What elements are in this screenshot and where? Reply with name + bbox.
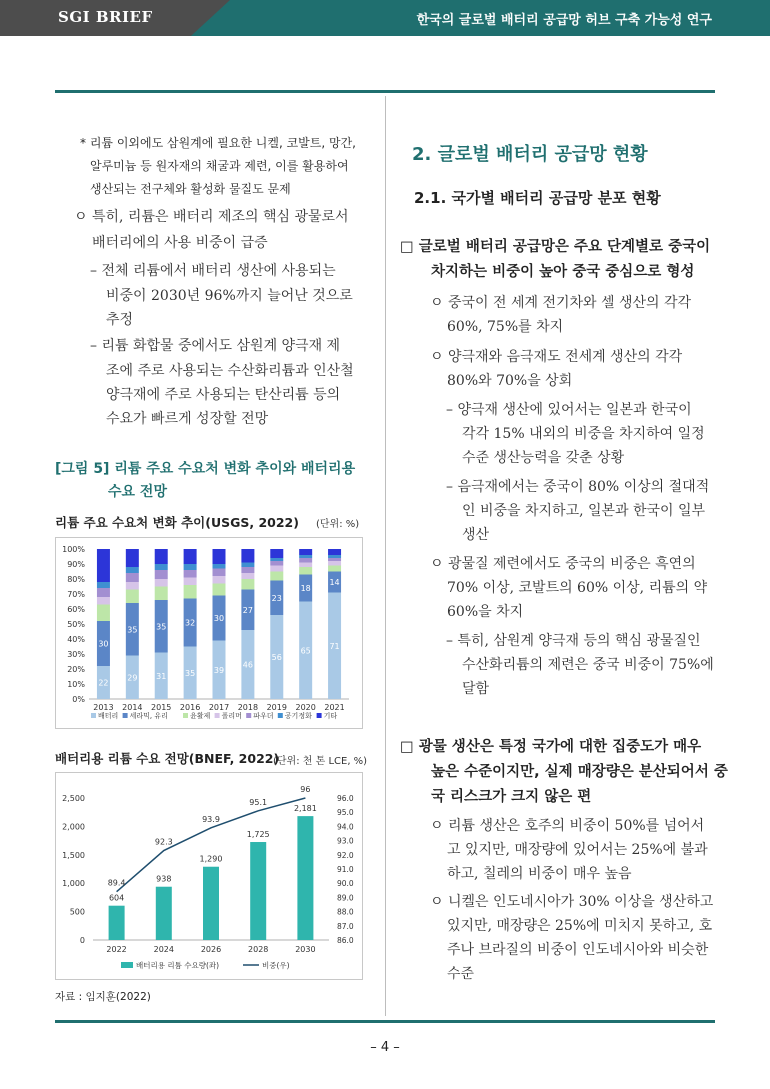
- bar-segment: [97, 549, 110, 582]
- legend-label-line: 비중(우): [262, 961, 290, 970]
- y-left-tick-label: 0: [79, 936, 85, 945]
- bar-segment: [213, 564, 226, 569]
- y-right-tick-label: 86.0: [337, 936, 354, 945]
- y-right-tick-label: 95.0: [337, 808, 354, 818]
- x-tick-label: 2028: [248, 945, 269, 954]
- box-heading: □ 광물 생산은 특정 국가에 대한 집중도가 매우: [400, 739, 702, 755]
- bar-segment: [299, 558, 312, 563]
- bar-data-label: 1,725: [246, 830, 270, 840]
- y-tick-label: 60%: [67, 605, 85, 614]
- bar: [109, 906, 125, 940]
- y-tick-label: 0%: [72, 695, 85, 704]
- bar-segment: [155, 579, 168, 587]
- line-data-label: 89.4: [107, 878, 126, 888]
- dash-text: 달함: [462, 681, 490, 697]
- bar-segment: [299, 549, 312, 555]
- dash-text: 조에 주로 사용되는 수산화리튬과 인산철: [106, 363, 354, 379]
- x-tick-label: 2015: [151, 703, 172, 712]
- bar-segment: [241, 549, 254, 563]
- legend-swatch: [91, 713, 96, 718]
- legend-label: 배터리: [98, 712, 119, 720]
- bar-segment: [126, 573, 139, 582]
- dash-text: – 양극재 생산에 있어서는 일본과 한국이: [446, 402, 692, 418]
- bar-segment: [241, 579, 254, 590]
- figure-caption: 수요 전망: [108, 484, 167, 500]
- y-left-tick-label: 2,000: [62, 822, 85, 832]
- x-tick-label: 2017: [208, 703, 230, 712]
- y-right-tick-label: 91.0: [337, 865, 354, 874]
- bullet-text: ㅇ 특히, 리튬은 배터리 제조의 핵심 광물로서: [74, 209, 349, 225]
- y-tick-label: 90%: [67, 560, 85, 569]
- brand-logo-text: SGI BRIEF: [58, 8, 153, 26]
- bar-segment: [328, 555, 341, 558]
- bar: [156, 887, 172, 940]
- y-right-tick-label: 87.0: [337, 921, 354, 931]
- bar-segment: [126, 582, 139, 590]
- y-tick-label: 70%: [67, 590, 85, 599]
- bar-segment: [184, 549, 197, 564]
- bar-segment: [328, 558, 341, 561]
- bar: [203, 867, 219, 940]
- bar-segment: [299, 555, 312, 558]
- x-tick-label: 2026: [200, 945, 222, 954]
- x-tick-label: 2020: [295, 703, 316, 712]
- bar-data-label: 1,290: [199, 854, 223, 864]
- data-label: 31: [156, 671, 167, 681]
- legend-label-bar: 배터리용 리튬 수요량(좌): [136, 961, 220, 970]
- data-label: 14: [329, 578, 340, 587]
- section-heading: 2. 글로벌 배터리 공급망 현황: [412, 144, 648, 165]
- bar-segment: [126, 567, 139, 573]
- legend-swatch: [278, 713, 283, 718]
- box-heading: 높은 수준이지만, 실제 매장량은 분산되어서 중: [431, 764, 728, 780]
- data-label: 32: [185, 618, 196, 628]
- y-tick-label: 80%: [67, 575, 85, 584]
- x-tick-label: 2014: [122, 703, 143, 712]
- bar-segment: [270, 558, 283, 561]
- bullet-text: 60%, 75%를 차지: [447, 319, 564, 335]
- y-tick-label: 30%: [67, 650, 85, 659]
- y-tick-label: 20%: [67, 665, 85, 674]
- bullet-text: 하고, 칠레의 비중이 매우 높음: [447, 866, 632, 882]
- dash-text: 양극재에 주로 사용되는 탄산리튬 등의: [106, 387, 341, 403]
- x-tick-label: 2013: [93, 703, 114, 712]
- bar-segment: [97, 605, 110, 622]
- line-data-label: 92.3: [154, 837, 173, 847]
- bullet-text: 있지만, 매장량은 25%에 미치지 못하고, 호: [447, 918, 713, 934]
- bar-segment: [299, 567, 312, 575]
- data-label: 35: [185, 668, 196, 678]
- y-tick-label: 10%: [67, 680, 85, 689]
- dash-text: 생산: [462, 527, 490, 543]
- dash-text: 수준 생산능력을 갖춘 상황: [462, 450, 625, 466]
- bar-segment: [270, 566, 283, 572]
- bullet-text: 70% 이상, 코발트의 60% 이상, 리튬의 약: [447, 580, 708, 596]
- data-label: 30: [213, 614, 225, 623]
- x-tick-label: 2016: [179, 703, 201, 712]
- column-divider: [385, 96, 386, 1016]
- data-label: 35: [127, 625, 138, 635]
- data-label: 39: [213, 665, 225, 675]
- bottom-divider: [55, 1020, 715, 1023]
- data-label: 22: [98, 678, 109, 688]
- bullet-text: ㅇ 양극재와 음극재도 전세계 생산의 각각: [430, 349, 683, 365]
- bar-segment: [184, 585, 197, 599]
- bar-segment: [241, 573, 254, 579]
- line-data-label: 93.9: [202, 814, 220, 824]
- chart1-title: 리튬 주요 수요처 변화 추이(USGS, 2022): [55, 515, 299, 530]
- y-tick-label: 100%: [62, 545, 85, 554]
- bullet-text: ㅇ 니켈은 인도네시아가 30% 이상을 생산하고: [430, 894, 714, 910]
- legend-swatch: [123, 713, 128, 718]
- y-left-tick-label: 1,000: [62, 879, 85, 889]
- dash-text: – 전체 리튬에서 배터리 생산에 사용되는: [90, 263, 336, 279]
- bullet-text: 80%와 70%을 상회: [447, 373, 573, 389]
- dash-text: 인 비중을 차지하고, 일본과 한국이 일부: [462, 503, 706, 519]
- dash-text: – 리튬 화합물 중에서도 삼원계 양극재 제: [90, 338, 341, 354]
- data-label: 18: [300, 584, 311, 593]
- y-right-tick-label: 90.0: [337, 879, 354, 889]
- legend-label: 기타: [323, 712, 338, 720]
- y-right-tick-label: 92.0: [337, 850, 354, 860]
- bar-segment: [270, 549, 283, 558]
- footnote-line: 알루미늄 등 원자재의 채굴과 제련, 이를 활용하여: [90, 159, 349, 173]
- bar-segment: [155, 549, 168, 564]
- bar-segment: [155, 587, 168, 601]
- bar-segment: [97, 597, 110, 605]
- top-divider: [55, 90, 715, 93]
- bar-segment: [126, 590, 139, 604]
- legend-swatch-bar: [121, 962, 133, 968]
- footnote-line: * 리튬 이외에도 삼원계에 필요한 니켈, 코발트, 망간,: [80, 136, 356, 150]
- x-tick-label: 2018: [237, 703, 259, 712]
- bar: [250, 842, 266, 940]
- document-title: 한국의 글로벌 배터리 공급망 허브 구축 가능성 연구: [416, 13, 712, 28]
- dash-text: 비중이 2030년 96%까지 늘어난 것으로: [106, 288, 353, 304]
- data-label: 35: [156, 622, 167, 632]
- y-right-tick-label: 89.0: [337, 893, 354, 903]
- bar-data-label: 2,181: [293, 804, 317, 814]
- y-right-tick-label: 93.0: [337, 836, 354, 846]
- dash-text: 수요가 빠르게 성장할 전망: [106, 411, 269, 427]
- line-data-label: 96: [300, 785, 311, 794]
- bullet-text: 60%을 차지: [447, 604, 524, 620]
- legend-label: 폴리머: [221, 712, 242, 720]
- bar-segment: [97, 588, 110, 597]
- box-heading: □ 글로벌 배터리 공급망은 주요 단계별로 중국이: [400, 239, 711, 255]
- bar-segment: [270, 561, 283, 566]
- bar-segment: [213, 569, 226, 577]
- dash-text: 각각 15% 내외의 비중을 차지하여 일정: [462, 426, 705, 442]
- dash-text: – 특히, 삼원계 양극재 등의 핵심 광물질인: [446, 633, 701, 649]
- bullet-text: ㅇ 광물질 제련에서도 중국의 비중은 흑연의: [430, 556, 696, 572]
- page-number: – 4 –: [370, 1040, 400, 1055]
- source-note: 자료 : 임지훈(2022): [55, 991, 151, 1003]
- bullet-text: 고 있지만, 매장량에 있어서는 25%에 불과: [447, 842, 708, 858]
- data-label: 65: [300, 646, 311, 656]
- data-label: 30: [98, 639, 109, 649]
- data-label: 46: [242, 660, 253, 670]
- y-left-tick-label: 500: [69, 907, 85, 917]
- y-right-tick-label: 88.0: [337, 907, 354, 917]
- chart2-title: 배터리용 리튬 수요 전망(BNEF, 2022): [55, 751, 280, 766]
- bar-segment: [328, 549, 341, 555]
- page-header: [0, 0, 770, 36]
- bar-segment: [299, 563, 312, 568]
- chart2-unit: (단위: 천 톤 LCE, %): [273, 756, 368, 767]
- bar-segment: [126, 549, 139, 567]
- legend-label: 윤활제: [190, 712, 211, 720]
- data-label: 29: [127, 673, 138, 683]
- bar-segment: [241, 567, 254, 573]
- figure-caption: [그림 5] 리튬 주요 수요처 변화 추이와 배터리용: [55, 461, 356, 477]
- chart1-unit: (단위: %): [316, 519, 360, 530]
- bar-segment: [241, 563, 254, 568]
- bar-segment: [328, 561, 341, 566]
- subsection-heading: 2.1. 국가별 배터리 공급망 분포 현황: [414, 189, 661, 207]
- dash-text: 추정: [106, 312, 134, 328]
- bar-segment: [184, 578, 197, 586]
- legend-swatch: [317, 713, 322, 718]
- bar: [297, 816, 313, 940]
- bullet-text: 주나 브라질의 비중이 인도네시아와 비슷한: [447, 942, 709, 958]
- bullet-text: ㅇ 중국이 전 세계 전기차와 셀 생산의 각각: [430, 295, 692, 311]
- bar-segment: [97, 582, 110, 588]
- bullet-text: 수준: [447, 966, 475, 982]
- x-tick-label: 2022: [106, 945, 127, 954]
- data-label: 27: [242, 605, 253, 615]
- bar-line-chart: [55, 772, 363, 980]
- data-label: 23: [271, 593, 282, 603]
- bar-data-label: 604: [108, 893, 125, 903]
- bar-segment: [184, 570, 197, 578]
- bar-data-label: 938: [156, 874, 172, 884]
- y-right-tick-label: 94.0: [337, 822, 354, 832]
- legend-swatch: [215, 713, 220, 718]
- bar-segment: [213, 549, 226, 564]
- bar-segment: [155, 564, 168, 570]
- legend-swatch: [246, 713, 251, 718]
- bar-segment: [213, 576, 226, 584]
- bar-segment: [213, 584, 226, 596]
- y-tick-label: 50%: [67, 620, 85, 629]
- bar-segment: [184, 564, 197, 570]
- x-tick-label: 2030: [295, 945, 316, 954]
- legend-label: 공기정화: [284, 712, 312, 720]
- y-tick-label: 40%: [67, 635, 85, 644]
- box-heading: 차지하는 비중이 높아 중국 중심으로 형성: [431, 264, 695, 280]
- dash-text: – 음극재에서는 중국이 80% 이상의 절대적: [446, 479, 710, 495]
- data-label: 71: [329, 641, 340, 651]
- y-right-tick-label: 96.0: [337, 794, 354, 803]
- y-left-tick-label: 1,500: [62, 850, 85, 860]
- bar-segment: [328, 566, 341, 572]
- stacked-bar-chart: [55, 537, 363, 729]
- footnote-line: 생산되는 전구체와 활성화 물질도 문제: [90, 182, 291, 196]
- box-heading: 국 리스크가 크지 않은 편: [431, 789, 592, 805]
- x-tick-label: 2019: [266, 703, 287, 712]
- data-label: 56: [271, 653, 282, 662]
- x-tick-label: 2024: [153, 945, 174, 954]
- dash-text: 수산화리튬의 제련은 중국 비중이 75%에: [462, 657, 714, 673]
- bullet-text: 배터리에의 사용 비중이 급증: [92, 235, 268, 251]
- bar-segment: [270, 572, 283, 581]
- bar-segment: [155, 570, 168, 579]
- x-tick-label: 2021: [324, 703, 345, 712]
- line-data-label: 95.1: [249, 797, 268, 807]
- y-left-tick-label: 2,500: [62, 794, 85, 803]
- legend-label: 세라믹, 유리: [129, 712, 168, 720]
- legend-label: 파우더: [253, 712, 274, 720]
- bullet-text: ㅇ 리튬 생산은 호주의 비중이 50%를 넘어서: [430, 818, 705, 834]
- legend-swatch: [183, 713, 188, 718]
